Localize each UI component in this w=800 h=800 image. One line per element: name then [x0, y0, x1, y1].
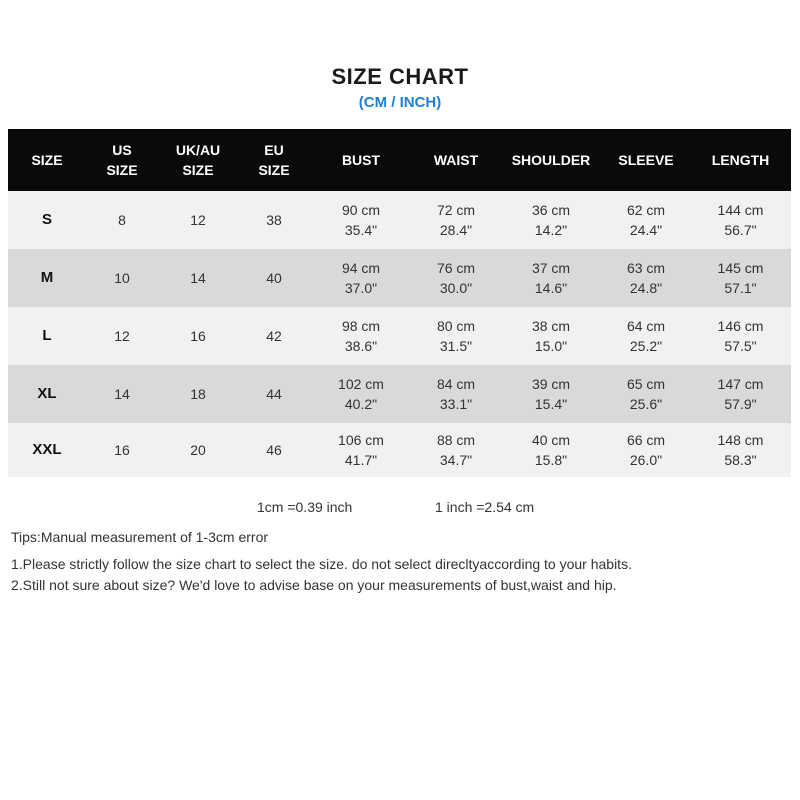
cell-length — [690, 423, 791, 477]
conversion-cm-to-inch: 1cm =0.39 inch — [257, 499, 353, 515]
header-label: US — [112, 142, 132, 158]
cell-length — [690, 307, 791, 365]
cell-inch: 35.4" — [344, 222, 378, 238]
cell-cm: 144 cm — [717, 202, 764, 218]
cell-cm: 88 cm — [436, 432, 476, 448]
cell-inch: 37.0" — [344, 280, 378, 296]
cell-shoulder — [500, 191, 602, 249]
cell-sleeve — [602, 423, 690, 477]
header-eu-size — [238, 129, 310, 191]
conversion-inch-to-cm: 1 inch =2.54 cm — [435, 499, 535, 515]
cell-cm: 106 cm — [338, 432, 384, 448]
cell-cm: 94 cm — [341, 260, 381, 276]
header-label: SIZE — [258, 162, 290, 178]
cell-length — [690, 249, 791, 307]
cell-inch: 57.5" — [724, 338, 757, 354]
header-bust — [310, 129, 412, 191]
cell-cm: 39 cm — [531, 376, 571, 392]
header-label: WAIST — [433, 152, 479, 168]
cell-cm: 90 cm — [341, 202, 381, 218]
cell-inch: 24.4" — [629, 222, 663, 238]
table-row — [8, 365, 791, 423]
cell-inch: 28.4" — [439, 222, 473, 238]
cell-us-size: 14 — [86, 365, 158, 423]
cell-inch: 25.2" — [629, 338, 663, 354]
table-row — [8, 191, 791, 249]
table-row — [8, 249, 791, 307]
cell-cm: 76 cm — [436, 260, 476, 276]
cell-eu-size: 46 — [238, 423, 310, 477]
table-header-row — [8, 129, 791, 191]
cell-cm: 36 cm — [531, 202, 571, 218]
header-shoulder — [500, 129, 602, 191]
cell-inch: 38.6" — [344, 338, 378, 354]
cell-inch: 56.7" — [724, 222, 757, 238]
cell-cm: 147 cm — [717, 376, 764, 392]
cell-cm: 40 cm — [531, 432, 571, 448]
cell-inch: 30.0" — [439, 280, 473, 296]
header-label: UK/AU — [175, 142, 221, 158]
cell-uk-au-size: 16 — [158, 307, 238, 365]
measurement-tips: Tips:Manual measurement of 1-3cm error — [11, 529, 269, 545]
header-size — [8, 129, 86, 191]
cell-shoulder — [500, 423, 602, 477]
cell-inch: 57.1" — [724, 280, 757, 296]
cell-sleeve — [602, 365, 690, 423]
cell-cm: 64 cm — [626, 318, 666, 334]
header-label: SLEEVE — [618, 152, 674, 168]
table-row — [8, 307, 791, 365]
cell-inch: 40.2" — [344, 396, 378, 412]
cell-cm: 63 cm — [626, 260, 666, 276]
cell-cm: 66 cm — [626, 432, 666, 448]
cell-inch: 41.7" — [344, 452, 378, 468]
cell-waist — [412, 423, 500, 477]
cell-inch: 24.8" — [629, 280, 663, 296]
cell-cm: 145 cm — [717, 260, 764, 276]
cell-size: XL — [8, 365, 86, 423]
cell-shoulder — [500, 249, 602, 307]
cell-cm: 38 cm — [531, 318, 571, 334]
size-chart-table — [8, 129, 791, 477]
cell-bust — [310, 365, 412, 423]
cell-shoulder — [500, 307, 602, 365]
cell-eu-size: 42 — [238, 307, 310, 365]
cell-size: XXL — [8, 423, 86, 477]
cell-uk-au-size: 12 — [158, 191, 238, 249]
cell-inch: 31.5" — [439, 338, 473, 354]
note-follow-size-chart: 1.Please strictly follow the size chart to select the size. do not select direcltyaccording to your habits. — [11, 556, 632, 572]
cell-eu-size: 38 — [238, 191, 310, 249]
cell-cm: 146 cm — [717, 318, 764, 334]
header-label: SIZE — [31, 152, 63, 168]
header-us-size — [86, 129, 158, 191]
cell-bust — [310, 423, 412, 477]
cell-cm: 148 cm — [717, 432, 764, 448]
cell-cm: 98 cm — [341, 318, 381, 334]
cell-cm: 72 cm — [436, 202, 476, 218]
note-advise-sizing: 2.Still not sure about size? We'd love to advise base on your measurements of bust,waist and hip. — [11, 577, 617, 593]
cell-cm: 62 cm — [626, 202, 666, 218]
cell-shoulder — [500, 365, 602, 423]
cell-inch: 14.2" — [534, 222, 568, 238]
header-label: LENGTH — [711, 152, 770, 168]
header-uk-au-size — [158, 129, 238, 191]
cell-cm: 65 cm — [626, 376, 666, 392]
cell-us-size: 8 — [86, 191, 158, 249]
header-label: SIZE — [182, 162, 214, 178]
chart-subtitle-units: (CM / INCH) — [358, 94, 442, 111]
cell-sleeve — [602, 307, 690, 365]
cell-size: M — [8, 249, 86, 307]
header-sleeve — [602, 129, 690, 191]
cell-uk-au-size: 14 — [158, 249, 238, 307]
cell-waist — [412, 249, 500, 307]
cell-waist — [412, 191, 500, 249]
cell-size: S — [8, 191, 86, 249]
header-length — [690, 129, 791, 191]
cell-waist — [412, 365, 500, 423]
cell-inch: 14.6" — [534, 280, 568, 296]
cell-bust — [310, 249, 412, 307]
cell-length — [690, 191, 791, 249]
cell-eu-size: 44 — [238, 365, 310, 423]
header-label: SHOULDER — [511, 152, 591, 168]
cell-length — [690, 365, 791, 423]
cell-sleeve — [602, 191, 690, 249]
table-row — [8, 423, 791, 477]
cell-inch: 25.6" — [629, 396, 663, 412]
cell-us-size: 12 — [86, 307, 158, 365]
cell-cm: 102 cm — [338, 376, 384, 392]
cell-size: L — [8, 307, 86, 365]
cell-inch: 58.3" — [724, 452, 757, 468]
cell-eu-size: 40 — [238, 249, 310, 307]
cell-uk-au-size: 20 — [158, 423, 238, 477]
header-label: EU — [264, 142, 284, 158]
cell-inch: 33.1" — [439, 396, 473, 412]
header-label: SIZE — [106, 162, 138, 178]
cell-cm: 80 cm — [436, 318, 476, 334]
cell-inch: 15.0" — [534, 338, 568, 354]
cell-bust — [310, 307, 412, 365]
cell-inch: 34.7" — [439, 452, 473, 468]
cell-us-size: 16 — [86, 423, 158, 477]
cell-us-size: 10 — [86, 249, 158, 307]
cell-inch: 26.0" — [629, 452, 663, 468]
header-waist — [412, 129, 500, 191]
cell-uk-au-size: 18 — [158, 365, 238, 423]
cell-cm: 84 cm — [436, 376, 476, 392]
cell-inch: 57.9" — [724, 396, 757, 412]
cell-bust — [310, 191, 412, 249]
chart-title: SIZE CHART — [331, 64, 469, 89]
cell-waist — [412, 307, 500, 365]
cell-cm: 37 cm — [531, 260, 571, 276]
header-label: BUST — [341, 152, 381, 168]
cell-inch: 15.8" — [534, 452, 568, 468]
cell-inch: 15.4" — [534, 396, 568, 412]
cell-sleeve — [602, 249, 690, 307]
